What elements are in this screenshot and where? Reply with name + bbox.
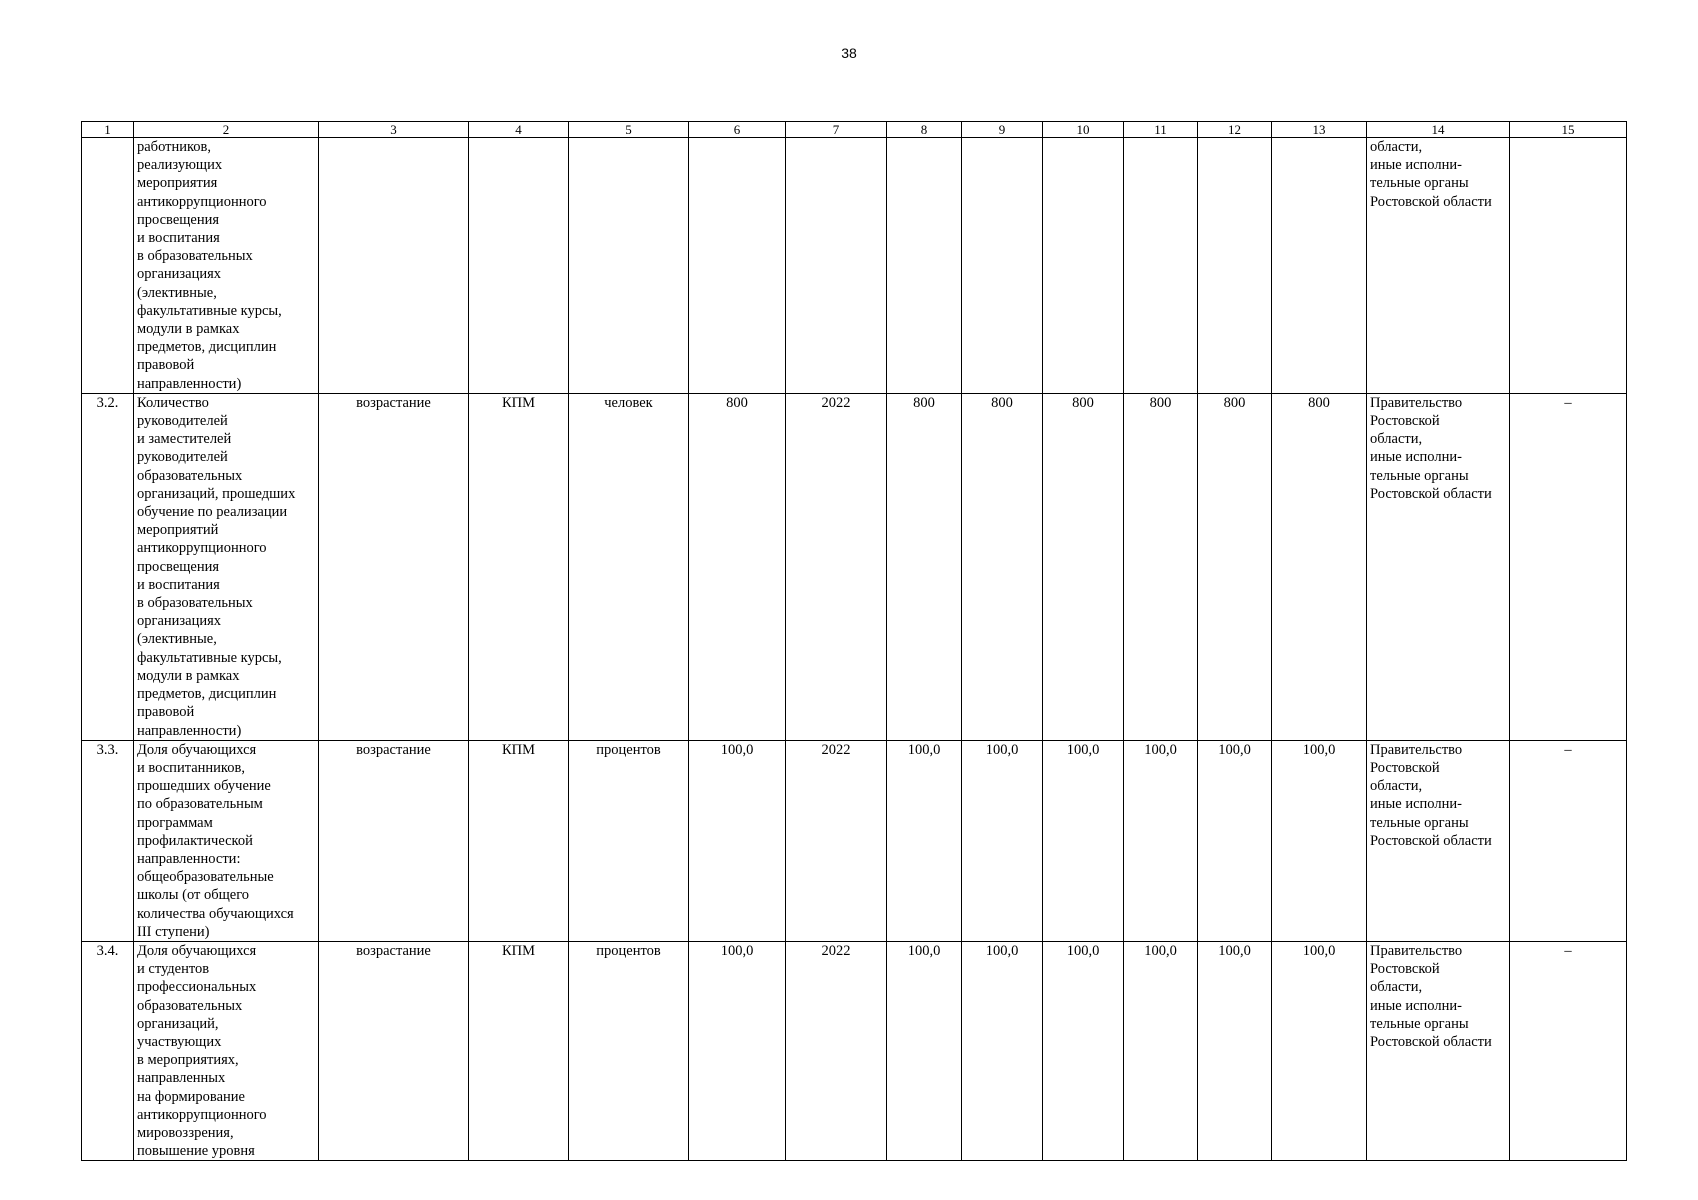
indicator-name: Доля обучающихся и студентов профессиональных образовательных организаций, участвующих в мероприятиях, направленных на формирование антикоррупционного мировоззрения, повышение уровня <box>134 941 319 1160</box>
value-cell: 100,0 <box>1198 740 1272 941</box>
column-header: 15 <box>1510 122 1627 138</box>
value-cell: 100,0 <box>1272 740 1367 941</box>
value-cell: 800 <box>1198 393 1272 740</box>
link-cell: – <box>1510 393 1627 740</box>
value-cell: 800 <box>1043 393 1124 740</box>
indicators-table <box>81 121 1627 1161</box>
base-value <box>689 138 786 394</box>
unit <box>569 138 689 394</box>
column-header: 5 <box>569 122 689 138</box>
responsible: Правительство Ростовской области, иные исполни- тельные органы Ростовской области <box>1367 393 1510 740</box>
value-cell: 100,0 <box>1043 941 1124 1160</box>
link-cell: – <box>1510 740 1627 941</box>
column-number-row <box>82 122 1627 138</box>
trend <box>319 138 469 394</box>
column-header: 13 <box>1272 122 1367 138</box>
page-number: 38 <box>841 45 857 61</box>
unit: человек <box>569 393 689 740</box>
value-cell: 100,0 <box>1124 941 1198 1160</box>
value-cell: 100,0 <box>962 740 1043 941</box>
row-number: 3.3. <box>82 740 134 941</box>
value-cell <box>887 138 962 394</box>
indicator-type <box>469 138 569 394</box>
base-value: 100,0 <box>689 941 786 1160</box>
value-cell: 800 <box>1272 393 1367 740</box>
column-header: 4 <box>469 122 569 138</box>
base-year: 2022 <box>786 393 887 740</box>
column-header: 14 <box>1367 122 1510 138</box>
value-cell <box>1198 138 1272 394</box>
row-number: 3.2. <box>82 393 134 740</box>
value-cell: 800 <box>962 393 1043 740</box>
column-header: 9 <box>962 122 1043 138</box>
value-cell <box>1272 138 1367 394</box>
base-year: 2022 <box>786 740 887 941</box>
trend: возрастание <box>319 941 469 1160</box>
link-cell <box>1510 138 1627 394</box>
indicator-name: Количество руководителей и заместителей руководителей образовательных организаций, прошедших обучение по реализации мероприятий антикоррупционного просвещения и воспитания в образовательных организациях (элективные, факультативные курсы, модули в рамках предметов, дисциплин правовой направленности) <box>134 393 319 740</box>
value-cell: 100,0 <box>887 941 962 1160</box>
column-header: 2 <box>134 122 319 138</box>
value-cell: 800 <box>1124 393 1198 740</box>
value-cell: 100,0 <box>1124 740 1198 941</box>
column-header: 6 <box>689 122 786 138</box>
value-cell <box>962 138 1043 394</box>
row-number <box>82 138 134 394</box>
unit: процентов <box>569 941 689 1160</box>
column-header: 1 <box>82 122 134 138</box>
responsible: области, иные исполни- тельные органы Ростовской области <box>1367 138 1510 394</box>
value-cell: 800 <box>887 393 962 740</box>
value-cell: 100,0 <box>1043 740 1124 941</box>
column-header: 7 <box>786 122 887 138</box>
trend: возрастание <box>319 393 469 740</box>
link-cell: – <box>1510 941 1627 1160</box>
value-cell <box>1124 138 1198 394</box>
row-number: 3.4. <box>82 941 134 1160</box>
responsible: Правительство Ростовской области, иные исполни- тельные органы Ростовской области <box>1367 941 1510 1160</box>
column-header: 3 <box>319 122 469 138</box>
column-header: 10 <box>1043 122 1124 138</box>
base-year: 2022 <box>786 941 887 1160</box>
value-cell: 100,0 <box>1272 941 1367 1160</box>
indicator-name: Доля обучающихся и воспитанников, прошедших обучение по образовательным программам профилактической направленности: общеобразовательные школы (от общего количества обучающихся III ступени) <box>134 740 319 941</box>
indicator-type: КПМ <box>469 740 569 941</box>
column-header: 11 <box>1124 122 1198 138</box>
table-row <box>82 138 1627 394</box>
indicator-type: КПМ <box>469 393 569 740</box>
unit: процентов <box>569 740 689 941</box>
table-row <box>82 393 1627 740</box>
value-cell: 100,0 <box>887 740 962 941</box>
value-cell: 100,0 <box>1198 941 1272 1160</box>
base-value: 100,0 <box>689 740 786 941</box>
base-year <box>786 138 887 394</box>
indicator-name: работников, реализующих мероприятия антикоррупционного просвещения и воспитания в образовательных организациях (элективные, факультативные курсы, модули в рамках предметов, дисциплин правовой направленности) <box>134 138 319 394</box>
indicator-type: КПМ <box>469 941 569 1160</box>
column-header: 12 <box>1198 122 1272 138</box>
column-header: 8 <box>887 122 962 138</box>
value-cell: 100,0 <box>962 941 1043 1160</box>
trend: возрастание <box>319 740 469 941</box>
base-value: 800 <box>689 393 786 740</box>
table-row <box>82 941 1627 1160</box>
table-row <box>82 740 1627 941</box>
value-cell <box>1043 138 1124 394</box>
responsible: Правительство Ростовской области, иные исполни- тельные органы Ростовской области <box>1367 740 1510 941</box>
